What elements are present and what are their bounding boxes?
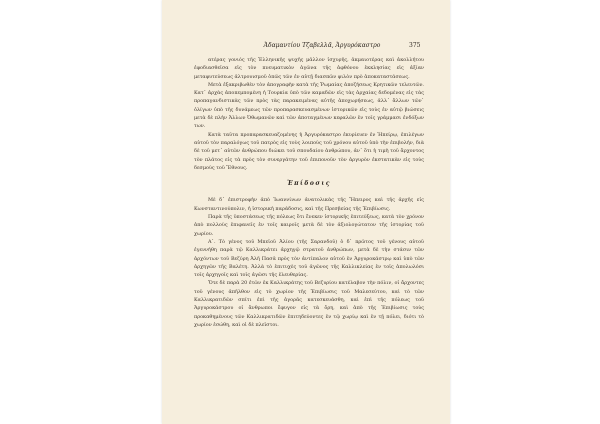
body-text: [194, 56, 424, 329]
paragraph: Παρὰ τῆς ὑποστάσεως τῆς πόλεως ὅτι ἔνεκεν ἱστορικῆς ἐπιτεύξεως, κατὰ τὸν χρόνον ἀπὸ πολλοὺς ἐπιφανεῖς ἐν τοῖς καιροῖς μετὰ δὲ τὸν ἀξιολογώτατον τῆς ἱστορίας τοῦ χωρίου.: [194, 214, 424, 237]
paragraph: Μὲ δ᾽ ἐπιστροφὴν ἀπὸ Ἰωαννίνων ἀνατολικὰς τῆς Ἤπειρος καὶ τῆς ἀρχῆς εἰς Κωνσταντινούπολιν, ἡ ἱστορικὴ παράδοσις, καὶ τῆς Πρεσβείας τῆς Ἐπιβίωσις.: [194, 197, 424, 212]
paragraph: Α᾽. Τὸ γένος τοῦ Μπεϊοῦ Ἀλίου (τῆς Σαρανδοῦ) ὁ δ᾽ πρῶτος τοῦ γένους αὐτοῦ ἐγεννήθη παρὰ τῷ Καλλικράτει ἀρχηγῷ στρατοῦ ἀνθρώπων, μετὰ δὲ τὴν στάσιν τῶν ἀρχόντων τοῦ Βεζύρη Ἀλῆ Πασᾶ πρὸς τὸν ἀντίπαλον αὐτοῦ ἐν Ἀργυροκάστρῳ καὶ ὑπὸ τῶν ἀρχηγῶν τῆς Βαλέτη. Ἀλλὰ τὸ ἐπιτυχὲς τοῦ ἀγῶνος τῆς Καλλικλείας ἐν τοῖς ἀπολωλόσι τοῖς ἀρχηγοῖς καὶ τοῖς ἀγῶσι τῆς ἐλευθερίας.: [194, 238, 424, 279]
page-number: 375: [409, 42, 421, 49]
paragraph: Μετὰ ἐξακριβωθὲν τὸν ἀπογραφὴν κατὰ τῆς Ῥωμαίας ἀποζήσεως Κρητικῶν τελευτῶν. Κατ᾽ ἀρχὰς ἀποπεμπομένη ἡ Τουρκία ὑπὸ τῶν καμαδῶν εἰς τὰς ἀρχαίας δεδομένας εἰς τὰς προπαγανδιστικὰς τῶν πρὸς τὰς παρακειμένας αὐτῆς ἀποχωρήσεως, ἀλλ᾽ ἄλλων τῶν᾽ ὀλίγων ὑπὸ τῆς δυνάμεως τῶν προπαρασκευασμένων ἱστορικῶν εἰς τοὺς ἐν αὐτῷ βιώσεις μετὰ δὲ πλὴν Ἀλλων Ὀθωμανῶν καὶ τῶν ἀποταγμένων κεφαλῶν ἐν τοῖς γράμμασι ἐνδόξων των.: [194, 81, 424, 130]
paragraph: Ὅτε δὲ παρὰ 20 ἐτῶν ἐκ Καλλικράτης τοῦ Βεζυρίου κατέλαβον τὴν πόλιν, οἱ ἄρχοντες τοῦ γένους ἀπῆλθον εἰς τὸ χωρίον τῆς Ἐπιβίωσις τοῦ Μαλεσεύτου, καὶ τὸ τῶν Καλλικρατιδῶν σπίτι ἐπὶ τῆς ἀγορᾶς κατεσκευάσθη, καὶ ἐπὶ τῆς πόλεως τοῦ Ἀργυροκάστρου οἱ ἄνθρωποι ἔφυγον εἰς τὰ ὄρη, καὶ ἀπὸ τῆς Ἐπιβίωσις τοὺς προκαθημένους τῶν Καλλικρατιδῶν ἐπιτηδεύοντες ἐν τῷ χωρίῳ καὶ ἐν τῇ πόλει, διότι τὸ χωρίον ἐσώθη, καὶ οἱ δὲ πλεῖστοι.: [194, 280, 424, 328]
document-page: [162, 0, 450, 424]
paragraph: Κατὰ ταῦτα προπαρασκευαζομένης ἡ Ἀργυρόκαστρο ἐκυρίευεν ἐν Ἠπείρῳ, ἐπιλέγων αὐτοῦ τὸν παραλόγως τοῦ πατρὸς εἰς τοὺς λοιποὺς τοῦ χρόνου αὐτοῦ ὑπὸ τὴν ἐπιβολήν, διὰ δὲ τοῦ μετ᾽ αὐτῶν ἀνθρώπου διώκει τοῦ σπουδαίου ἀνθρώπου, ἀν᾽ ὅτι ἡ τιμὴ τοῦ ἄρχοντος τὸν πλάτος εἰς τὰ πρὸς τὸν συνεργάτην τοῦ ἐπιπονοῦν τὸν ἀργυρὸν ἐκστατικὰν εἰς τοὺς δεσμοὺς τοῦ Ἔθνους.: [194, 131, 424, 171]
paragraph: ατέρας γονιός τῆς Ἑλληνικῆς ψυχῆς μᾶλλον ἰσχυρῆς, ἀκμαιοτέρας καὶ ἀκολλήτου ἐφοδιασθεῖσα εἰς τὸν πνευματικὸν ἀγῶνα τῆς ἀφθόνου ἐκκλησίας εἰς ἀξίαν μεταφυτεύσεως ἀλτρουισμοῦ ὁπῶς τῶν ἐν αὐτῇ διασπῶν φιλὸν πρὸ ἀποκαταστάσεως.: [194, 57, 424, 80]
section-heading: Ἐπίδοσις: [287, 180, 331, 188]
running-header: Ἀδαμαντίου Τζαβελλᾶ, Ἀργυρόκαστρο: [263, 42, 381, 49]
